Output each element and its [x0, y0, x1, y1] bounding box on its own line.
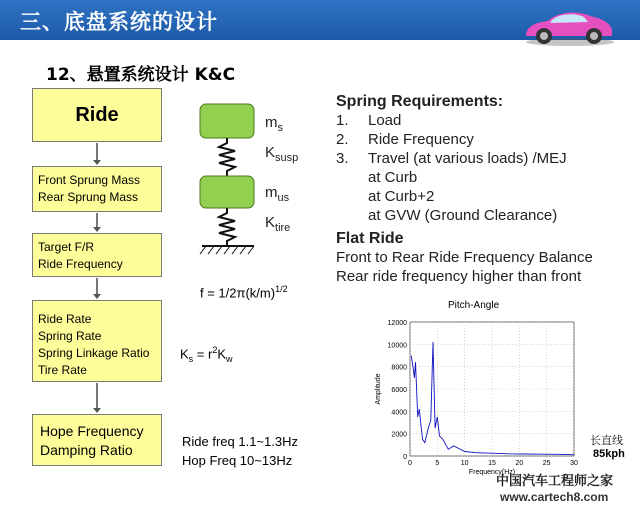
ktire-label: $K_{tire}$	[265, 214, 291, 234]
chart-svg	[366, 296, 586, 476]
flow-arrow	[96, 278, 98, 295]
ksusp-label: $K_{susp}$	[265, 144, 299, 164]
car-logo-icon	[518, 2, 618, 48]
flat-ride-line: Rear ride frequency higher than front	[336, 268, 582, 285]
hop-freq-text: Hop Freq 10~13Hz	[182, 453, 293, 468]
mass-line: Front Sprung Mass	[38, 173, 141, 187]
legend-speed-label: 85kph	[593, 448, 625, 460]
frequency-ranges	[182, 432, 298, 470]
flow-arrow	[96, 383, 98, 409]
legend-road-label: 长直线	[590, 435, 623, 447]
ride-box: Ride	[32, 88, 162, 142]
x-tick-label: 25	[542, 460, 551, 467]
ride-frequency-box	[32, 233, 162, 277]
y-tick-label: 8000	[391, 364, 407, 372]
tire-spring	[219, 208, 235, 246]
x-tick-label: 0	[408, 460, 412, 467]
list-item: 3. Travel (at various loads) /MEJ	[336, 150, 567, 167]
chart-title: Pitch-Angle	[448, 300, 500, 311]
page-subtitle: 12、悬置系统设计 K&C	[46, 65, 236, 85]
frequency-formula: $f = 1/2\pi(k/m)^{1/2}$	[200, 284, 288, 301]
section-title: 三、底盘系统的设计	[20, 10, 218, 34]
rate-line: Ride Rate	[38, 312, 92, 326]
y-tick-label: 4000	[391, 409, 407, 417]
sprung-mass-block	[200, 104, 254, 138]
list-item: at Curb	[368, 169, 418, 186]
spring-requirements-title: Spring Requirements:	[336, 93, 504, 110]
watermark-text: 中国汽车工程师之家	[496, 473, 614, 488]
x-tick-label: 30	[570, 460, 578, 467]
y-tick-label: 0	[403, 454, 407, 461]
x-tick-label: 5	[435, 460, 440, 467]
ms-label: $m_s$	[265, 114, 283, 134]
sprung-mass-box	[32, 166, 162, 212]
travel-sub-list	[336, 168, 593, 225]
y-tick-label: 6000	[391, 387, 407, 394]
unsprung-mass-block	[200, 176, 254, 208]
rate-line: Tire Rate	[38, 363, 87, 377]
suspension-spring	[219, 138, 235, 176]
rates-box	[32, 300, 162, 382]
y-axis-label: Amplitude	[375, 373, 382, 405]
watermark-url: www.cartech8.com	[500, 490, 609, 504]
ride-freq-text: Ride freq 1.1~1.3Hz	[182, 434, 298, 449]
list-item: at Curb+2	[368, 188, 435, 205]
ks-formula: $K_s = r^2K_w$	[180, 345, 233, 364]
x-tick-label: 20	[515, 460, 524, 467]
mass-line: Rear Sprung Mass	[38, 190, 139, 204]
y-tick-label: 10000	[387, 342, 407, 350]
rate-line: Spring Linkage Ratio	[38, 346, 150, 360]
flat-ride-line: Front to Rear Ride Frequency Balance	[336, 249, 593, 266]
list-item: at GVW (Ground Clearance)	[368, 207, 558, 224]
x-tick-label: 10	[460, 460, 469, 467]
flow-arrow	[96, 143, 98, 161]
pitch-angle-chart	[366, 296, 586, 476]
header-bar	[0, 0, 640, 40]
list-item: 2. Ride Frequency	[336, 131, 474, 148]
mus-label: $m_{us}$	[265, 184, 290, 204]
flat-ride-title: Flat Ride	[336, 230, 404, 247]
requirements-panel	[336, 92, 593, 286]
list-item: 1. Load	[336, 112, 402, 129]
rate-line: Spring Rate	[38, 329, 102, 343]
y-tick-label: 2000	[391, 431, 407, 439]
hop-frequency-box	[32, 414, 162, 466]
freq-line: Ride Frequency	[38, 257, 123, 271]
hope-line: Damping Ratio	[40, 442, 133, 458]
x-tick-label: 15	[488, 460, 496, 467]
requirements-list	[336, 111, 593, 168]
y-tick-label: 12000	[387, 320, 407, 327]
flow-arrow	[96, 213, 98, 228]
freq-line: Target F/R	[38, 240, 95, 254]
hope-line: Hope Frequency	[40, 423, 144, 439]
quarter-car-model-diagram	[180, 98, 330, 263]
x-axis-label: Frequency(Hz)	[468, 469, 516, 476]
